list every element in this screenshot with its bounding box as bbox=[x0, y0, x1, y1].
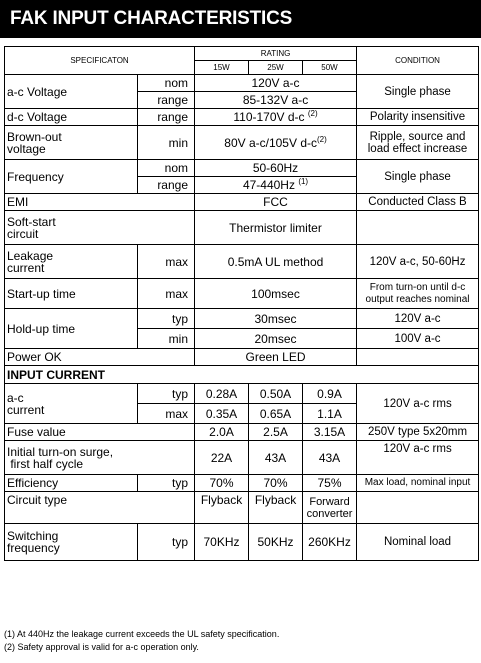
page-title: FAK INPUT CHARACTERISTICS bbox=[0, 0, 481, 38]
table-row bbox=[5, 309, 479, 329]
ac-current-typ-15w: 0.28A bbox=[195, 384, 249, 404]
frequency-nom-value: 50-60Hz bbox=[195, 160, 357, 177]
efficiency-50w: 75% bbox=[303, 475, 357, 492]
fuse-25w: 2.5A bbox=[249, 424, 303, 441]
holdup-min-value: 20msec bbox=[195, 329, 357, 349]
brownout-label: Brown-out voltage bbox=[5, 126, 138, 160]
ac-voltage-nom: nom bbox=[138, 75, 195, 92]
efficiency-label: Efficiency bbox=[5, 475, 138, 492]
emi-value: FCC bbox=[195, 194, 357, 211]
circuit-25w: Flyback bbox=[249, 492, 303, 524]
table-row bbox=[5, 160, 479, 177]
ac-current-typ-25w: 0.50A bbox=[249, 384, 303, 404]
header-50w: 50W bbox=[303, 61, 357, 75]
table-row bbox=[5, 349, 479, 366]
circuit-15w: Flyback bbox=[195, 492, 249, 524]
ac-current-max-50w: 1.1A bbox=[303, 404, 357, 424]
table-row bbox=[5, 245, 479, 279]
surge-15w: 22A bbox=[195, 441, 249, 475]
startup-max: max bbox=[138, 279, 195, 309]
ac-voltage-nom-value: 120V a-c bbox=[195, 75, 357, 92]
header-condition: CONDITION bbox=[357, 47, 479, 75]
table-row bbox=[5, 492, 479, 524]
fuse-15w: 2.0A bbox=[195, 424, 249, 441]
fuse-condition: 250V type 5x20mm bbox=[357, 424, 479, 441]
efficiency-25w: 70% bbox=[249, 475, 303, 492]
input-current-section-header: INPUT CURRENT bbox=[5, 366, 479, 384]
holdup-min-condition: 100V a-c bbox=[357, 329, 479, 349]
holdup-min: min bbox=[138, 329, 195, 349]
startup-value: 100msec bbox=[195, 279, 357, 309]
table-row bbox=[5, 211, 479, 245]
softstart-condition bbox=[357, 211, 479, 245]
circuit-label: Circuit type bbox=[5, 492, 195, 524]
header-25w: 25W bbox=[249, 61, 303, 75]
ac-current-max-25w: 0.65A bbox=[249, 404, 303, 424]
leakage-max: max bbox=[138, 245, 195, 279]
powerok-label: Power OK bbox=[5, 349, 195, 366]
table-row bbox=[5, 384, 479, 404]
footnote-ref: (2) bbox=[307, 109, 318, 118]
frequency-nom: nom bbox=[138, 160, 195, 177]
footnotes bbox=[4, 628, 279, 654]
dc-voltage-range: range bbox=[138, 109, 195, 126]
powerok-condition bbox=[357, 349, 479, 366]
frequency-condition: Single phase bbox=[357, 160, 479, 194]
startup-label: Start-up time bbox=[5, 279, 138, 309]
leakage-condition: 120V a-c, 50-60Hz bbox=[357, 245, 479, 279]
surge-50w: 43A bbox=[303, 441, 357, 475]
ac-voltage-range: range bbox=[138, 92, 195, 109]
fuse-50w: 3.15A bbox=[303, 424, 357, 441]
emi-condition: Conducted Class B bbox=[357, 194, 479, 211]
header-15w: 15W bbox=[195, 61, 249, 75]
leakage-label: Leakage current bbox=[5, 245, 138, 279]
table-row bbox=[5, 194, 479, 211]
table-row bbox=[5, 109, 479, 126]
footnote-ref: (1) bbox=[298, 177, 309, 186]
dc-voltage-value: 110-170V d-c $^{(2)}$ bbox=[195, 109, 357, 126]
header-rating: RATING bbox=[195, 47, 357, 61]
brownout-min: min bbox=[138, 126, 195, 160]
switching-condition: Nominal load bbox=[357, 524, 479, 561]
ac-voltage-condition: Single phase bbox=[357, 75, 479, 109]
holdup-typ-value: 30msec bbox=[195, 309, 357, 329]
brownout-condition: Ripple, source and load effect increase bbox=[357, 126, 479, 160]
ac-current-typ-50w: 0.9A bbox=[303, 384, 357, 404]
holdup-label: Hold-up time bbox=[5, 309, 138, 349]
table-row bbox=[5, 366, 479, 384]
frequency-range-value: 47-440Hz $^{(1)}$ bbox=[195, 177, 357, 194]
switching-50w: 260KHz bbox=[303, 524, 357, 561]
leakage-value: 0.5mA UL method bbox=[195, 245, 357, 279]
circuit-condition bbox=[357, 492, 479, 524]
surge-condition: 120V a-c rms bbox=[357, 441, 479, 475]
header-specification: SPECIFICATON bbox=[5, 47, 195, 75]
ac-current-label: a-c current bbox=[5, 384, 138, 424]
switching-25w: 50KHz bbox=[249, 524, 303, 561]
table-row bbox=[5, 126, 479, 160]
switching-label: Switching frequency bbox=[5, 524, 138, 561]
table-row bbox=[5, 424, 479, 441]
circuit-50w: Forward converter bbox=[303, 492, 357, 524]
emi-label: EMI bbox=[5, 194, 195, 211]
footnote-1: (1) At 440Hz the leakage current exceeds the UL safety specification. bbox=[4, 629, 280, 639]
ac-voltage-label: a-c Voltage bbox=[5, 75, 138, 109]
table-row bbox=[5, 47, 479, 61]
fuse-label: Fuse value bbox=[5, 424, 195, 441]
ac-current-max: max bbox=[138, 404, 195, 424]
startup-condition: From turn-on until d-c output reaches nominal bbox=[357, 279, 479, 309]
ac-current-max-15w: 0.35A bbox=[195, 404, 249, 424]
ac-voltage-range-value: 85-132V a-c bbox=[195, 92, 357, 109]
frequency-label: Frequency bbox=[5, 160, 138, 194]
table-row bbox=[5, 279, 479, 309]
input-characteristics-table bbox=[4, 46, 479, 561]
table-row bbox=[5, 75, 479, 92]
efficiency-15w: 70% bbox=[195, 475, 249, 492]
switching-typ: typ bbox=[138, 524, 195, 561]
ac-current-typ: typ bbox=[138, 384, 195, 404]
table-row bbox=[5, 441, 479, 475]
table-row bbox=[5, 475, 479, 492]
holdup-typ: typ bbox=[138, 309, 195, 329]
powerok-value: Green LED bbox=[195, 349, 357, 366]
table-row bbox=[5, 524, 479, 561]
holdup-typ-condition: 120V a-c bbox=[357, 309, 479, 329]
dc-voltage-label: d-c Voltage bbox=[5, 109, 138, 126]
softstart-value: Thermistor limiter bbox=[195, 211, 357, 245]
footnote-ref: (2) bbox=[316, 134, 327, 144]
frequency-range: range bbox=[138, 177, 195, 194]
brownout-value: 80V a-c/105V $d-c^{(2)}$ bbox=[195, 126, 357, 160]
ac-current-condition: 120V a-c rms bbox=[357, 384, 479, 424]
surge-25w: 43A bbox=[249, 441, 303, 475]
switching-15w: 70KHz bbox=[195, 524, 249, 561]
softstart-label: Soft-start circuit bbox=[5, 211, 195, 245]
surge-label: Initial turn-on surge, first half cycle bbox=[5, 441, 195, 475]
efficiency-typ: typ bbox=[138, 475, 195, 492]
footnote-2: (2) Safety approval is valid for a-c operation only. bbox=[4, 642, 199, 652]
dc-voltage-condition: Polarity insensitive bbox=[357, 109, 479, 126]
efficiency-condition: Max load, nominal input bbox=[357, 475, 479, 492]
